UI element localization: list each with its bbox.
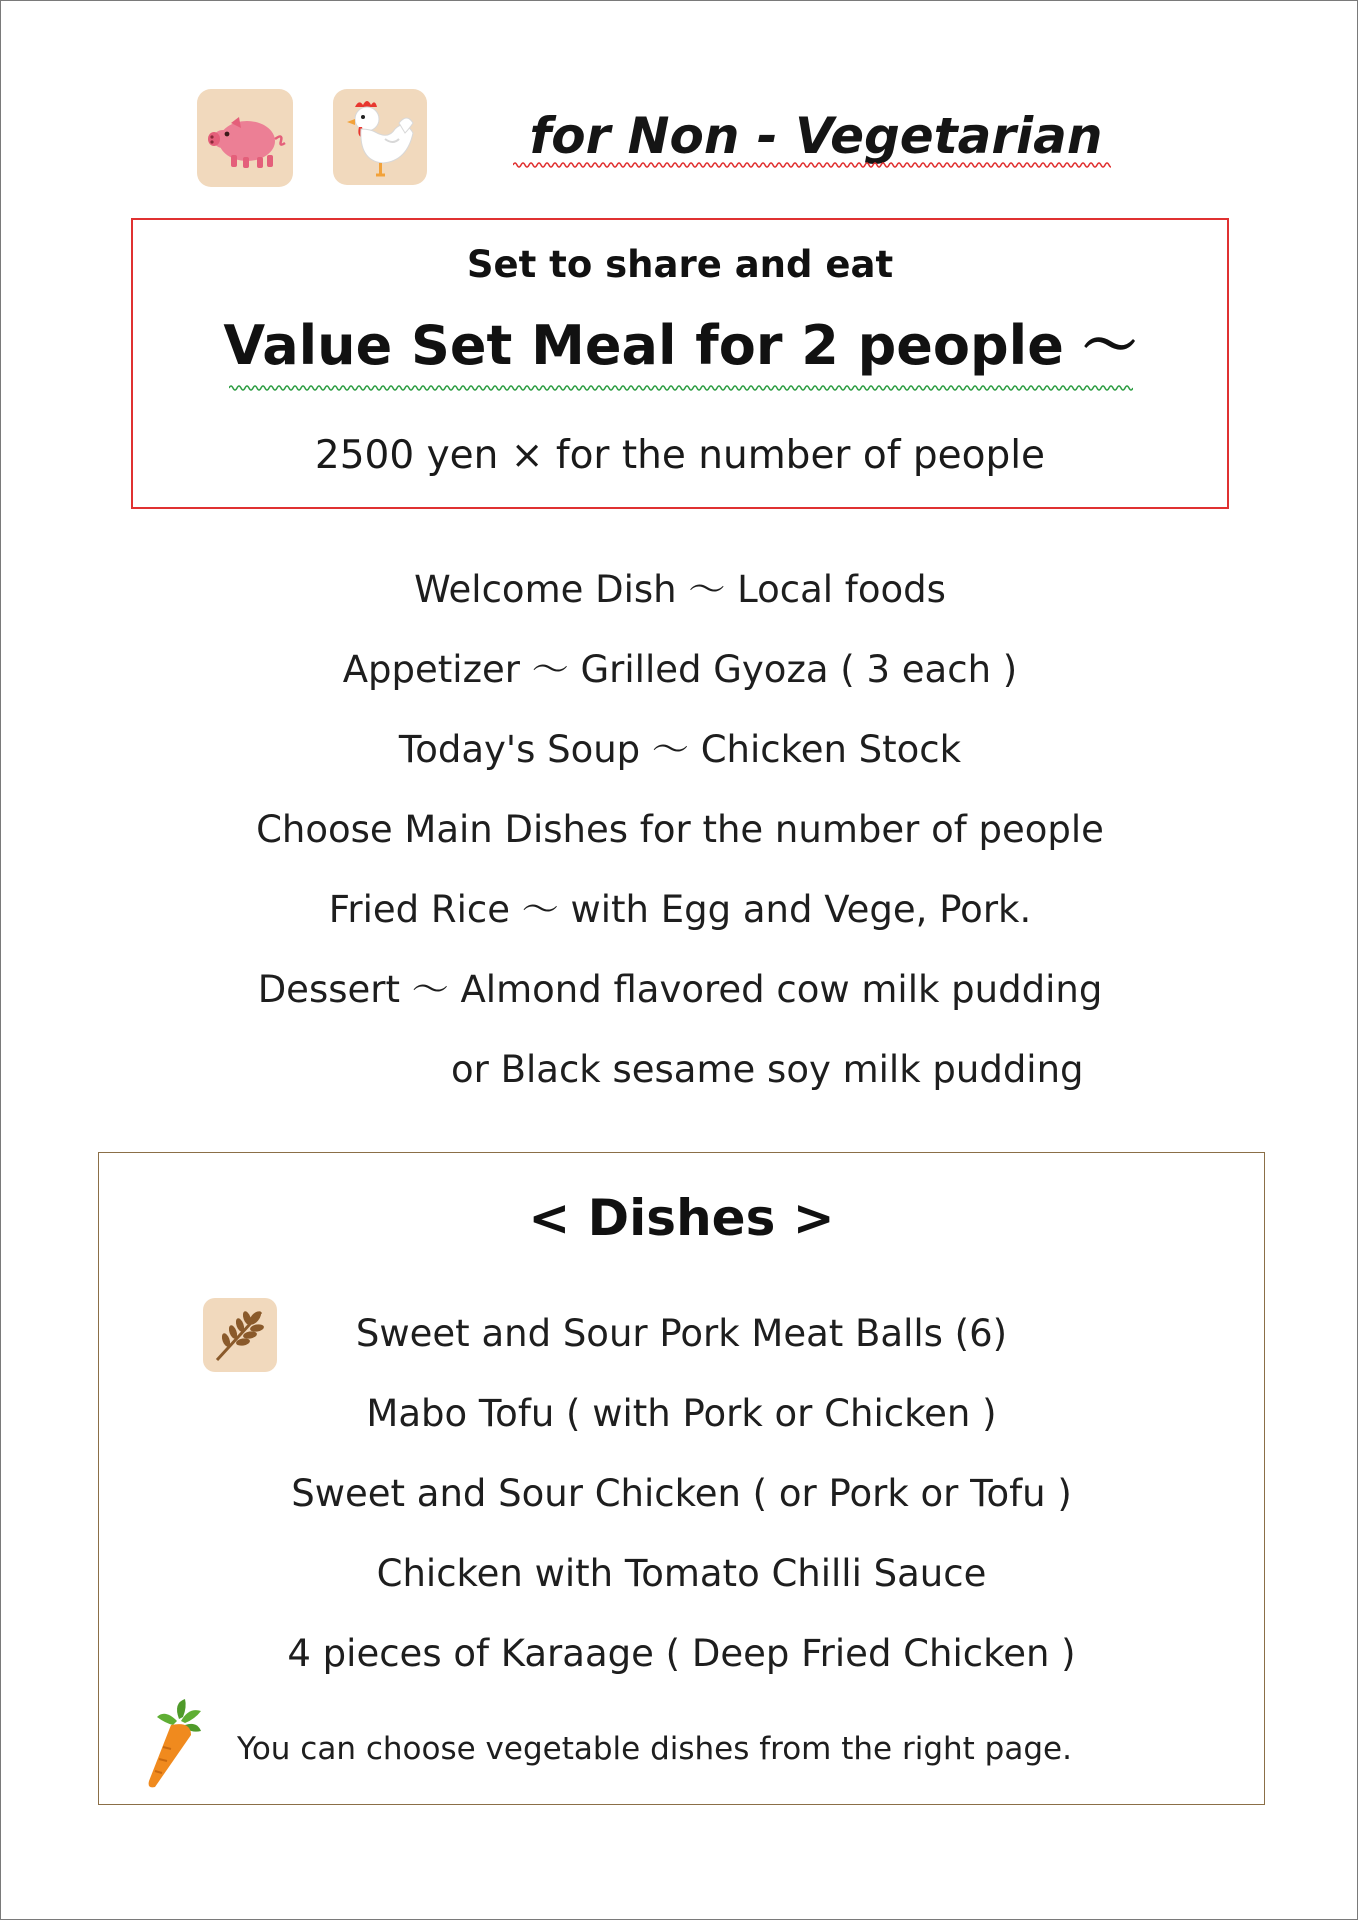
course-item-fried-rice: Fried Rice ～ with Egg and Vege, Pork. [328, 888, 1032, 931]
pig-icon [197, 89, 293, 187]
course-item-dessert: Dessert ～ Almond flavored cow milk pudding [257, 968, 1103, 1011]
carrot-icon [141, 1697, 213, 1793]
course-item-dessert-alt: or Black sesame soy milk pudding [451, 1048, 1084, 1091]
spellcheck-underline [513, 161, 1111, 169]
vegetable-note: You can choose vegetable dishes from the right page. [237, 1731, 1072, 1767]
dish-item: 4 pieces of Karaage ( Deep Fried Chicken ) [287, 1632, 1076, 1675]
chicken-icon [333, 89, 427, 185]
course-item-appetizer: Appetizer ～ Grilled Gyoza ( 3 each ) [342, 648, 1018, 691]
dish-item: Mabo Tofu ( with Pork or Chicken ) [366, 1392, 997, 1435]
set-title: Value Set Meal for 2 people ～ [223, 314, 1137, 377]
dishes-box [98, 1152, 1265, 1805]
course-item-welcome: Welcome Dish ～ Local foods [414, 568, 946, 611]
dish-item: Sweet and Sour Chicken ( or Pork or Tofu ) [291, 1472, 1072, 1515]
value-set-box [131, 218, 1229, 509]
set-subtitle: Set to share and eat [466, 243, 894, 286]
course-item-main: Choose Main Dishes for the number of people [256, 808, 1104, 851]
dish-item: Chicken with Tomato Chilli Sauce [376, 1552, 987, 1595]
dish-item: Sweet and Sour Pork Meat Balls (6) [355, 1312, 1008, 1355]
course-item-soup: Today's Soup ～ Chicken Stock [398, 728, 962, 771]
set-price: 2500 yen × for the number of people [314, 433, 1046, 478]
page-heading: for Non - Vegetarian [529, 107, 1103, 165]
grammar-underline [229, 384, 1133, 392]
dishes-title: < Dishes > [528, 1189, 835, 1247]
